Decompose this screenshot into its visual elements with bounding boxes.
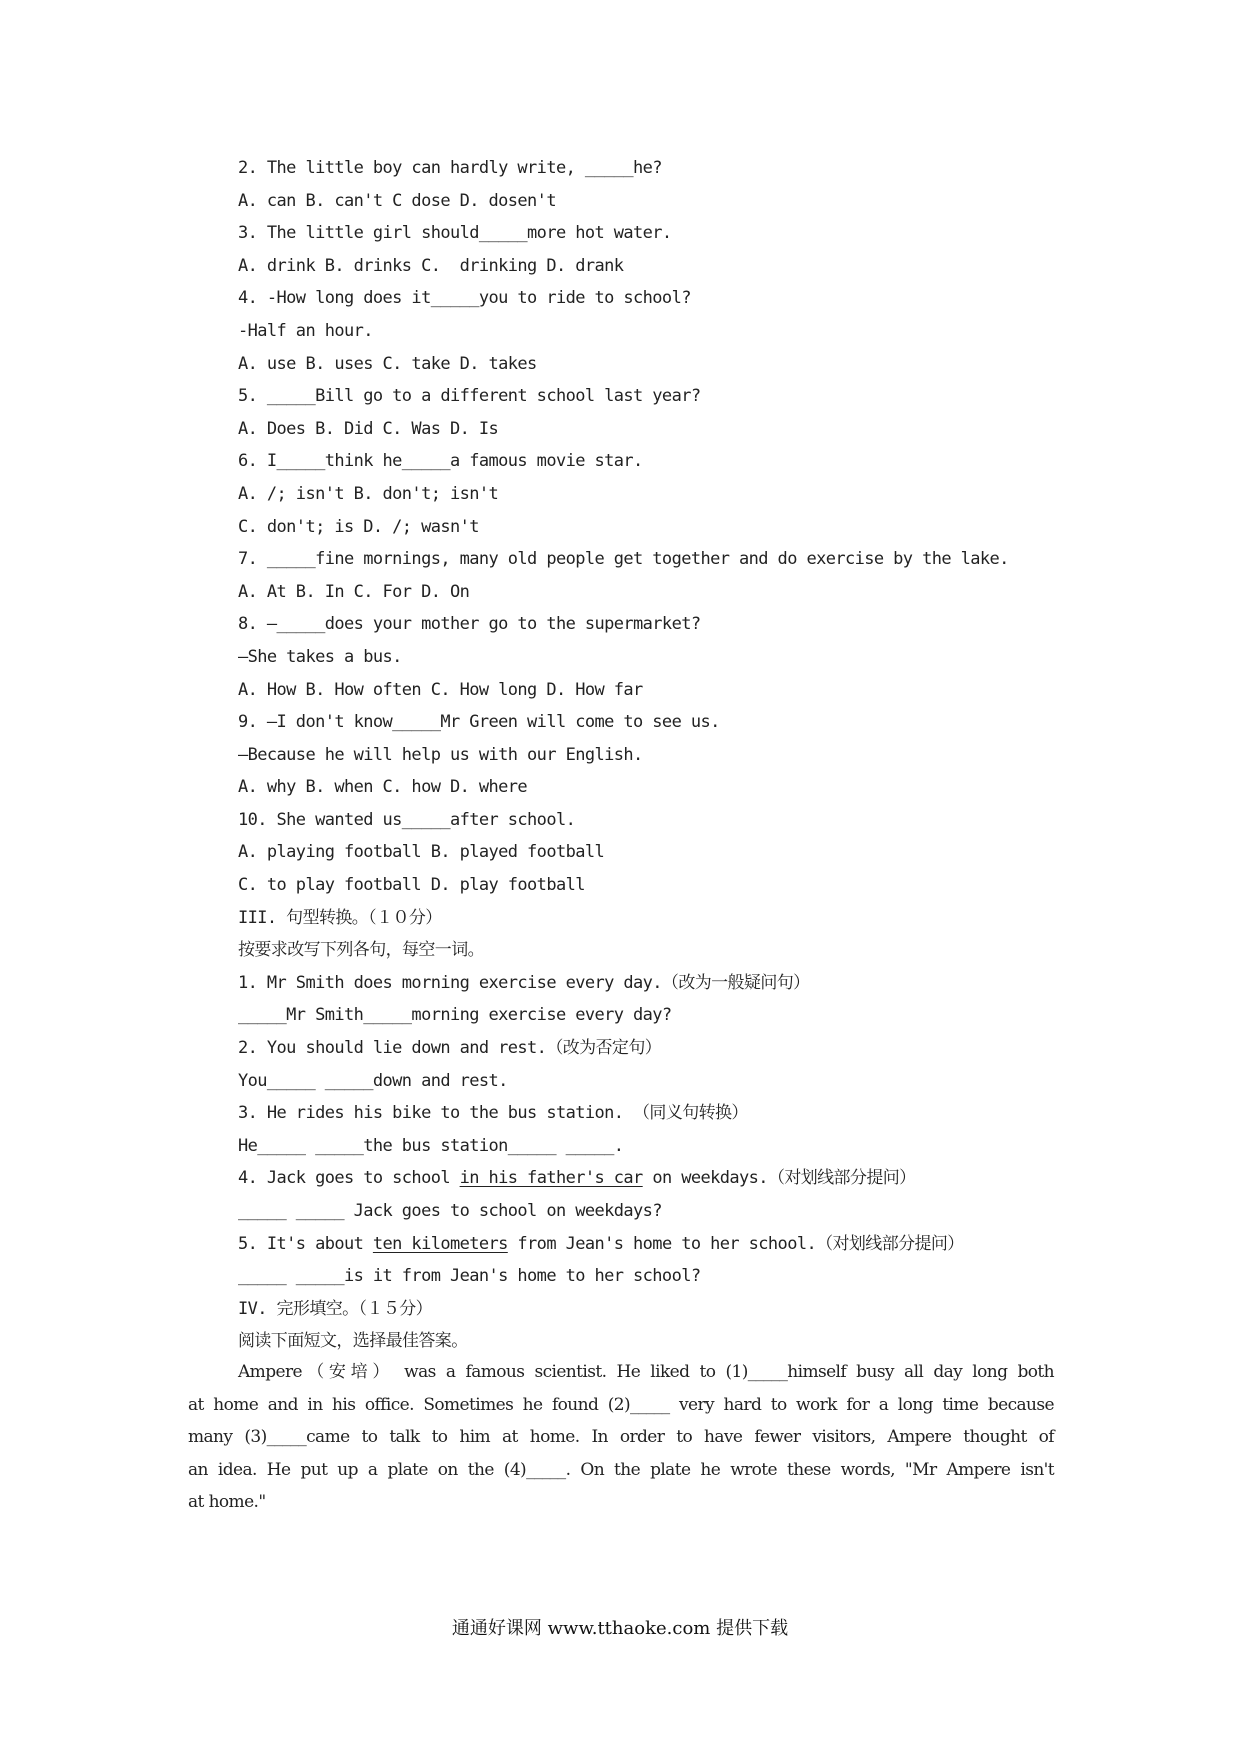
text-segment: _____ _____is it from Jean's home to her school? [238, 1266, 701, 1287]
line-q3-options [238, 250, 1058, 283]
line-s2-blank [238, 1065, 1058, 1098]
text-segment: 10. She wanted us_____after school. [238, 809, 576, 830]
passage-line: Ampere（安培） was a famous scientist. He liked to (1)_____himself busy all day long both [238, 1362, 1054, 1382]
line-q5-options [238, 413, 1058, 446]
line-q4 [238, 282, 1058, 315]
line-s4-blank [238, 1195, 1058, 1228]
line-s2 [238, 1032, 1058, 1065]
underlined-phrase: ten kilometers [372, 1233, 508, 1254]
text-segment: 3. He rides his bike to the bus station. （同义句转换） [238, 1103, 748, 1124]
text-segment: IV. 完形填空。（１５分） [238, 1298, 433, 1319]
text-segment: from Jean's home to her school.（对划线部分提问） [507, 1233, 964, 1254]
line-q6-options-1 [238, 478, 1058, 511]
text-segment: 阅读下面短文，选择最佳答案。 [238, 1331, 468, 1352]
text-segment: A. Does B. Did C. Was D. Is [238, 418, 499, 439]
page-footer: 通通好课网 www.tthaoke.com 提供下载 [451, 1618, 789, 1639]
text-segment: 8. —_____does your mother go to the supermarket? [238, 614, 701, 635]
line-s1-blank [238, 999, 1058, 1032]
text-segment: 2. The little boy can hardly write, _____he? [238, 158, 662, 178]
line-q9-answer [238, 739, 1058, 772]
text-segment: 按要求改写下列各句，每空一词。 [238, 940, 484, 961]
text-segment: A. At B. In C. For D. On [238, 581, 470, 602]
text-segment: 7. _____fine mornings, many old people get together and do exercise by the lake. [238, 549, 1009, 570]
text-segment: 2. You should lie down and rest.（改为否定句） [238, 1038, 662, 1059]
text-segment: 1. Mr Smith does morning exercise every day.（改为一般疑问句） [238, 972, 810, 993]
text-segment: —Because he will help us with our English. [238, 744, 643, 765]
passage-line: at home and in his office. Sometimes he found (2)_____ very hard to work for a long time because [188, 1394, 1054, 1415]
line-q7-options [238, 576, 1058, 609]
text-segment: 4. Jack goes to school [238, 1168, 460, 1189]
text-segment: A. why B. when C. how D. where [238, 777, 528, 798]
text-segment: _____ _____ Jack goes to school on weekdays? [238, 1201, 662, 1221]
text-segment: 4. -How long does it_____you to ride to school? [238, 288, 691, 309]
question-list [238, 152, 1058, 1358]
text-segment: _____Mr Smith_____morning exercise every day? [238, 1005, 672, 1026]
text-segment: 9. —I don't know_____Mr Green will come to see us. [238, 712, 720, 733]
line-section-4-title [238, 1293, 1058, 1326]
passage-line: an idea. He put up a plate on the (4)_____. On the plate he wrote these words, "Mr Ampere isn't [188, 1459, 1054, 1480]
text-segment: He_____ _____the bus station_____ _____. [238, 1135, 624, 1156]
line-q6 [238, 445, 1058, 478]
text-segment: —She takes a bus. [238, 646, 402, 667]
passage-line: many (3)_____came to talk to him at home. In order to have fewer visitors, Ampere thought of [188, 1427, 1054, 1448]
line-s5 [238, 1228, 1058, 1261]
line-q8-options [238, 674, 1058, 707]
line-section-4-instruction [238, 1325, 1058, 1358]
line-q9 [238, 706, 1058, 739]
text-segment: -Half an hour. [238, 320, 373, 341]
line-s1 [238, 967, 1058, 1000]
text-segment: 5. _____Bill go to a different school last year? [238, 386, 701, 407]
text-segment: on weekdays.（对划线部分提问） [642, 1168, 916, 1189]
line-q2 [238, 152, 1058, 185]
text-segment: III. 句型转换。（１０分） [238, 907, 442, 928]
passage-line: at home." [188, 1492, 266, 1513]
line-q6-options-2 [238, 511, 1058, 544]
text-segment: A. drink B. drinks C. drinking D. drank [238, 255, 624, 276]
line-s3 [238, 1097, 1058, 1130]
text-segment: You_____ _____down and rest. [238, 1070, 508, 1091]
text-segment: A. can B. can't C dose D. dosen't [238, 190, 556, 211]
text-segment: C. to play football D. play football [238, 875, 585, 896]
line-q8-answer [238, 641, 1058, 674]
line-q10 [238, 804, 1058, 837]
cloze-passage [188, 1356, 1054, 1519]
text-segment: A. playing football B. played football [238, 842, 605, 863]
line-q8 [238, 608, 1058, 641]
line-q10-options-1 [238, 836, 1058, 869]
text-segment: 3. The little girl should_____more hot water. [238, 223, 672, 244]
text-segment: 6. I_____think he_____a famous movie star. [238, 451, 643, 472]
line-s4 [238, 1162, 1058, 1195]
line-q7 [238, 543, 1058, 576]
underlined-phrase: in his father's car [459, 1168, 643, 1189]
line-q9-options [238, 771, 1058, 804]
line-section-3-instruction [238, 934, 1058, 967]
text-segment: C. don't; is D. /; wasn't [238, 516, 479, 537]
line-q3 [238, 217, 1058, 250]
text-segment: A. use B. uses C. take D. takes [238, 353, 537, 374]
line-q2-options [238, 185, 1058, 218]
text-segment: A. How B. How often C. How long D. How far [238, 679, 643, 700]
line-q10-options-2 [238, 869, 1058, 902]
text-segment: 5. It's about [238, 1233, 373, 1254]
text-segment: A. /; isn't B. don't; isn't [238, 483, 499, 504]
line-section-3-title [238, 902, 1058, 935]
line-s5-blank [238, 1260, 1058, 1293]
line-q5 [238, 380, 1058, 413]
line-s3-blank [238, 1130, 1058, 1163]
line-q4-options [238, 348, 1058, 381]
line-q4-answer [238, 315, 1058, 348]
